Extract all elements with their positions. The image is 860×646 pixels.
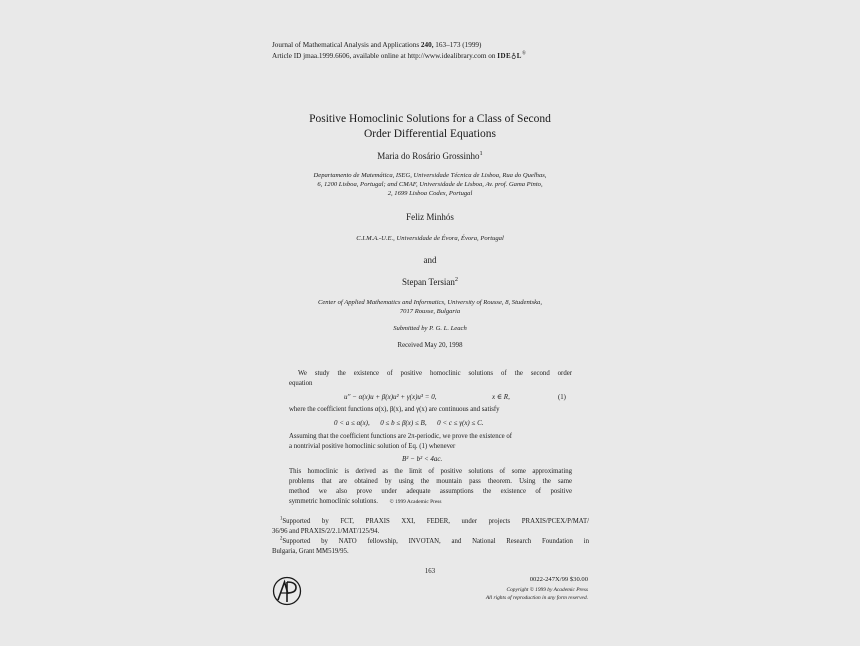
author-affiliation: 7017 Rousse, Bulgaria (399, 308, 461, 315)
abstract-text: This homoclinic is derived as the limit of positive solutions of some approximating (289, 468, 572, 475)
abstract-text: equation (289, 380, 313, 387)
inline-copyright: © 1999 Academic Press (389, 499, 442, 505)
abstract-text: a nontrivial positive homoclinic solution of Eq. (1) whenever (289, 443, 456, 450)
equation-2: 0 < a ≤ α(x), 0 ≤ b ≤ β(x) ≤ B, 0 < c ≤ γ(x) ≤ C. (334, 419, 484, 427)
journal-citation: Journal of Mathematical Analysis and Applications 240, 163–173 (1999) (272, 41, 482, 49)
author-name: Stepan Tersian$^2$ (401, 276, 459, 287)
and-separator: and (423, 255, 437, 265)
author-affiliation: 6, 1200 Lisboa, Portugal; and CMAF, Universidade de Lisboa, Av. prof. Gama Pinto, (317, 181, 543, 188)
footer-rights: All rights of reproduction in any form reserved. (485, 595, 588, 601)
paper-title-line-2: Order Differential Equations (364, 128, 496, 140)
academic-press-logo-text: AP (272, 576, 274, 577)
abstract-text: problems that are obtained by using the mountain pass theorem. Using the same (289, 478, 572, 485)
footnote-1-cont: 36/96 and PRAXIS/2/2.1/MAT/125/94. (272, 528, 380, 535)
abstract-text: We study the existence of positive homoclinic solutions of the second order (298, 370, 572, 377)
academic-press-logo (272, 576, 302, 606)
footnote-1: $^1$Supported by FCT, PRAXIS XXI, FEDER, under projects PRAXIS/PCEX/P/MAT/ (280, 516, 589, 525)
submitted-by: Submitted by P. G. L. Leach (393, 325, 467, 332)
equation-3: B² − b² < 4ac. (402, 455, 443, 463)
author-affiliation: C.I.M.A.-U.E., Universidade de Évora, Évora, Portugal (356, 235, 504, 242)
equation-1: u″ − α(x)u + β(x)u² + γ(x)u³ = 0, (344, 393, 437, 401)
abstract-text: method we also prove under adequate assumptions the existence of positive (289, 488, 572, 495)
author-affiliation: Departamento de Matemática, ISEG, Universidade Técnica de Lisboa, Rua do Quelhas, (313, 172, 547, 179)
paper-title-line-1: Positive Homoclinic Solutions for a Class of Second (309, 113, 551, 125)
academic-press-logo-icon (272, 576, 302, 606)
ideal-logo: IDE♁L (497, 52, 522, 60)
issn-price: 0022-247X/99 $30.00 (529, 576, 588, 583)
page-number: 163 (424, 568, 436, 575)
author-name: Feliz Minhós (406, 212, 454, 222)
equation-number: (1) (558, 394, 566, 401)
author-affiliation: Center of Applied Mathematics and Informatics, University of Rousse, 8, Studentska, (317, 299, 543, 306)
footnote-2-cont: Bulgaria, Grant MM519/95. (272, 548, 349, 555)
author-name: Maria do Rosário Grossinho$^1$ (377, 150, 483, 161)
footer-copyright: Copyright © 1999 by Academic Press (506, 587, 588, 593)
equation-1-domain: x ∈ R, (492, 393, 510, 401)
author-affiliation: 2, 1699 Lisboa Codex, Portugal (387, 190, 473, 197)
abstract-text: symmetric homoclinic solutions. © 1999 Academic Press (289, 498, 442, 505)
abstract-text: where the coefficient functions α(x), β(x), and γ(x) are continuous and satisfy (289, 406, 500, 413)
abstract-text: Assuming that the coefficient functions are 2π-periodic, we prove the existence of (289, 433, 512, 440)
received-date: Received May 20, 1998 (397, 342, 463, 349)
footnote-2: $^2$Supported by NATO fellowship, INVOTAN, and National Research Foundation in (280, 536, 589, 545)
article-id: Article ID jmaa.1999.6606, available online at http://www.idealibrary.com on IDE♁L® (272, 51, 526, 60)
